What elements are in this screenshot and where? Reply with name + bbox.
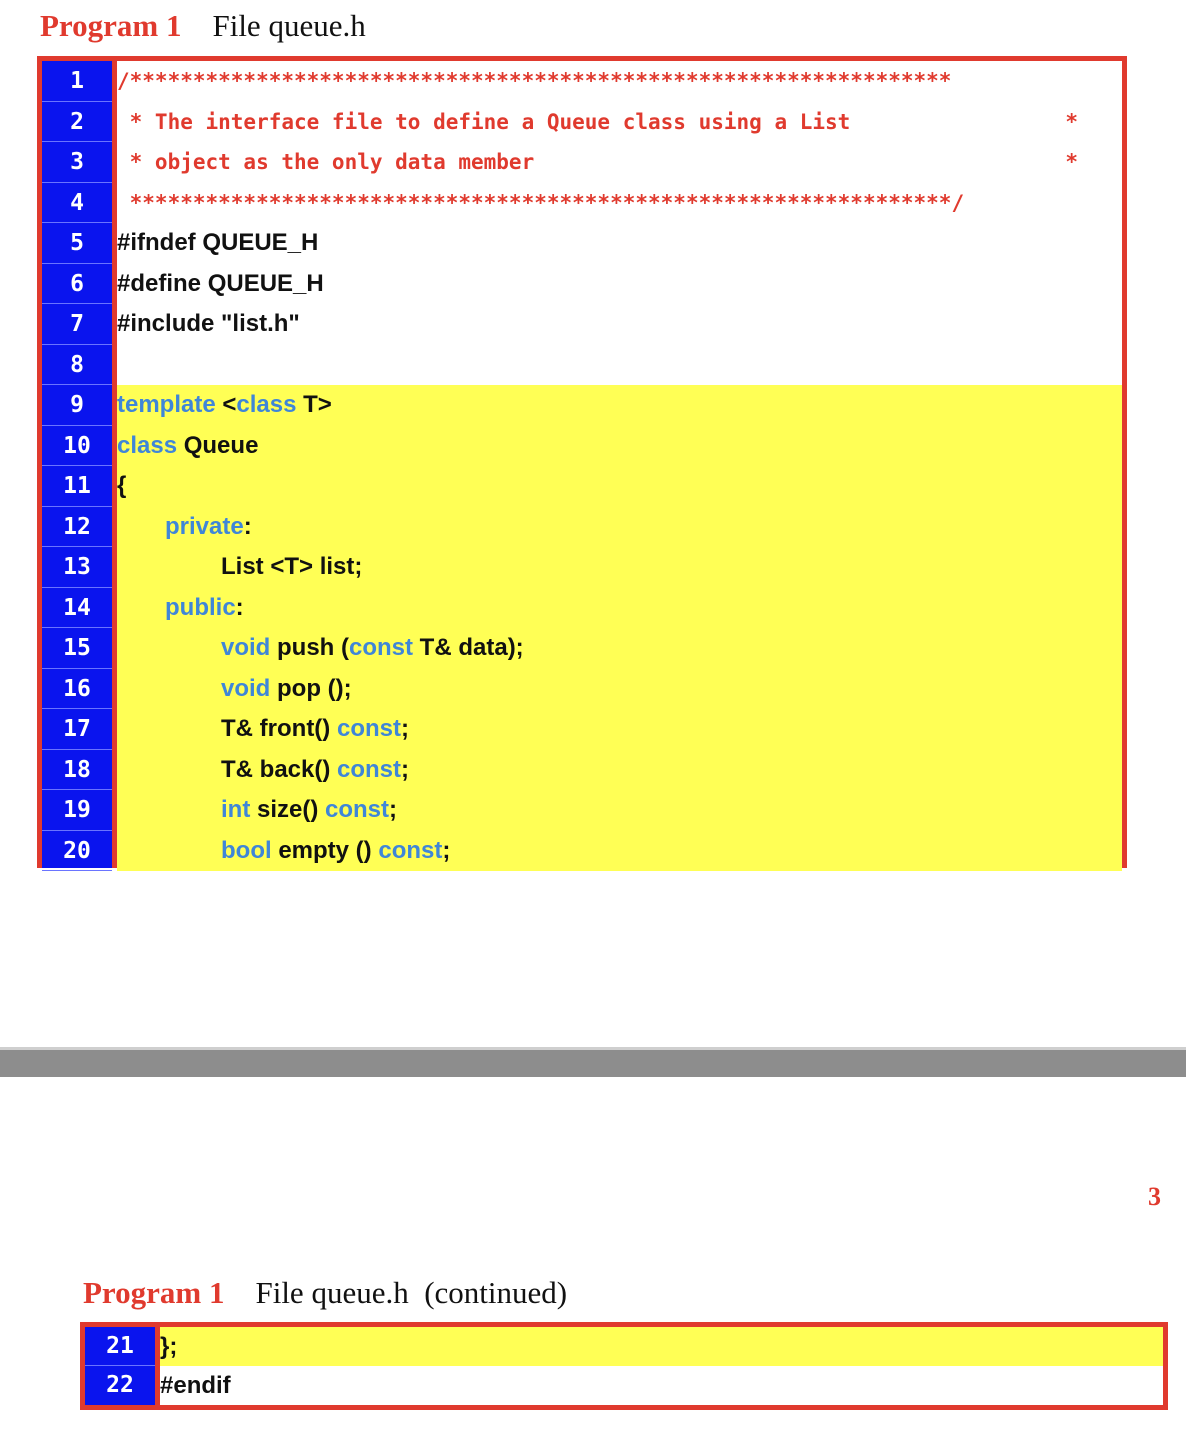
line-number: 7 (42, 304, 112, 345)
code-text: Queue (177, 431, 259, 459)
code-line-highlighted (42, 750, 1122, 791)
code-text: #define QUEUE_H (117, 269, 324, 297)
keyword: const (325, 796, 390, 823)
keyword: void (221, 634, 271, 661)
listing-caption-continued (83, 1275, 567, 1311)
keyword: template (117, 391, 216, 418)
comment-text: *****************************************************************/ (117, 190, 965, 215)
code-line (42, 142, 1122, 183)
code-line-highlighted (42, 466, 1122, 507)
code-text: { (117, 466, 1122, 507)
comment-text: /***************************************************************** (117, 69, 952, 93)
code-text: }; (160, 1327, 1163, 1366)
code-line-highlighted (42, 547, 1122, 588)
code-line (42, 61, 1122, 102)
code-line (42, 345, 1122, 386)
keyword: const (349, 634, 414, 661)
code-text: push ( (270, 634, 349, 661)
code-line (42, 304, 1122, 345)
line-number: 21 (85, 1327, 155, 1366)
keyword: void (221, 674, 271, 702)
keyword: bool (221, 836, 272, 864)
line-number: 18 (42, 750, 112, 791)
line-number: 12 (42, 507, 112, 548)
line-number: 22 (106, 1372, 134, 1398)
code-text (117, 345, 1122, 386)
line-number: 6 (42, 264, 112, 305)
keyword: const (337, 755, 402, 783)
keyword: const (378, 836, 443, 864)
line-number: 20 (42, 831, 112, 872)
code-line-highlighted (42, 588, 1122, 629)
line-number: 11 (42, 466, 112, 507)
code-line-highlighted (42, 507, 1122, 548)
code-text: empty () (271, 836, 379, 864)
code-line-highlighted (42, 628, 1122, 669)
code-line-highlighted (42, 426, 1122, 467)
line-number: 4 (42, 183, 112, 224)
code-text: ; (389, 796, 398, 823)
listing-caption (40, 8, 366, 44)
page-number: 3 (1148, 1182, 1161, 1211)
code-text: #endif (160, 1372, 231, 1399)
line-number: 10 (42, 426, 112, 467)
line-number: 13 (42, 547, 112, 588)
comment-text: * The interface file to define a Queue class using a List (117, 109, 851, 134)
comment-border-star: * (1065, 150, 1078, 174)
line-number: 9 (42, 385, 112, 426)
line-number: 16 (42, 669, 112, 710)
line-number: 14 (42, 588, 112, 629)
keyword: class (117, 431, 178, 459)
line-number: 5 (42, 223, 112, 264)
page-break-divider (0, 1047, 1186, 1077)
line-number: 3 (42, 142, 112, 183)
keyword: int (221, 796, 251, 823)
code-text: size() (250, 796, 326, 823)
code-text: ; (401, 755, 410, 783)
code-text: T& back() (221, 755, 338, 783)
line-number: 15 (42, 628, 112, 669)
line-number: 1 (42, 61, 112, 102)
code-text: T> (296, 391, 332, 418)
line-number: 19 (42, 790, 112, 831)
keyword: public (165, 593, 236, 621)
code-text: T& data); (413, 634, 524, 661)
code-line (42, 183, 1122, 224)
code-text: ; (442, 836, 451, 864)
code-line-highlighted (42, 669, 1122, 710)
keyword: const (336, 715, 401, 742)
line-number: 2 (42, 102, 112, 143)
code-line (42, 223, 1122, 264)
code-line-highlighted (42, 385, 1122, 426)
code-text: : (235, 593, 244, 621)
file-name: File queue.h (212, 8, 366, 43)
code-line-highlighted (42, 709, 1122, 750)
code-line-highlighted (42, 831, 1122, 872)
file-name: File queue.h (continued) (255, 1275, 568, 1310)
code-text: ; (400, 715, 409, 742)
code-text: < (215, 391, 237, 418)
code-line-highlighted (85, 1327, 1163, 1366)
program-label: Program 1 (83, 1275, 225, 1310)
code-text: : (243, 512, 252, 540)
keyword: private (165, 512, 244, 540)
program-label: Program 1 (40, 8, 182, 43)
code-text: List <T> list; (117, 547, 1122, 588)
code-text: #include "list.h" (117, 310, 300, 337)
code-line-highlighted (42, 790, 1122, 831)
keyword: class (236, 391, 297, 418)
code-line (85, 1366, 1163, 1405)
line-number: 17 (42, 709, 112, 750)
code-text: #ifndef QUEUE_H (117, 229, 319, 256)
code-text: T& front() (221, 715, 337, 742)
code-line (42, 264, 1122, 305)
code-listing (37, 56, 1127, 868)
line-number: 8 (42, 345, 112, 386)
code-listing-continued (80, 1322, 1168, 1410)
code-text: pop (); (270, 674, 352, 702)
comment-border-star: * (1065, 109, 1078, 134)
code-line (42, 102, 1122, 143)
comment-text: * object as the only data member (117, 150, 535, 174)
